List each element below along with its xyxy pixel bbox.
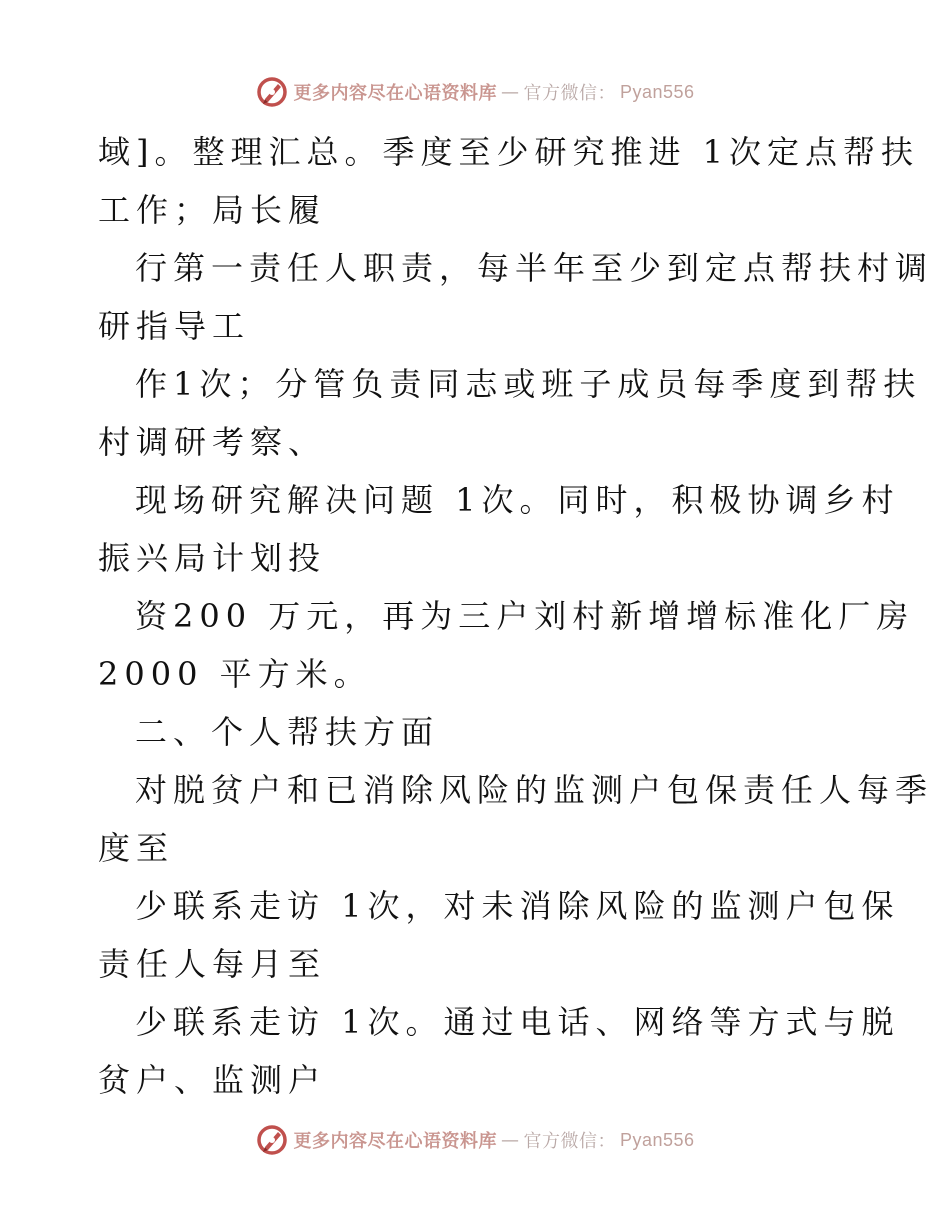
watermark-separator: — [500,81,520,103]
text-line: 2000 平方米。 [98,655,372,693]
text-line: 少联系走访 1次，对未消除风险的监测户包保 [135,887,900,925]
watermark-main-text: 更多内容尽在心语资料库 [293,83,497,104]
text-line: 少联系走访 1次。通过电话、网络等方式与脱 [135,1003,900,1041]
watermark-wechat-id: Pyan556 [619,1129,695,1150]
text-line: 现场研究解决问题 1次。同时，积极协调乡村 [135,481,900,519]
text-line: 振兴局计划投 [98,539,327,577]
watermark-wechat-label: 官方微信： [523,1131,616,1152]
text-line: 工作；局长履 [98,191,327,229]
text-line: 行第一责任人职责，每半年至少到定点帮扶村调 [135,249,934,287]
watermark-separator: — [500,1129,520,1151]
text-line: 贫户、监测户 [98,1061,327,1099]
footer-watermark [0,1120,950,1160]
text-line: 作1次；分管负责同志或班子成员每季度到帮扶 [135,365,922,403]
text-line: 村调研考察、 [98,423,327,461]
text-line: 资200 万元，再为三户刘村新增增标准化厂房 [135,597,915,635]
text-line: 对脱贫户和已消除风险的监测户包保责任人每季 [135,771,934,809]
watermark-wechat-id: Pyan556 [619,81,695,102]
pen-logo-icon [255,75,289,109]
text-line: 责任人每月至 [98,945,327,983]
text-line: 二、个人帮扶方面 [135,713,440,751]
text-line: 度至 [98,829,175,867]
watermark-wechat-label: 官方微信： [523,83,616,104]
document-body [98,123,934,1109]
pen-logo-icon [255,1123,289,1157]
text-line: 域]。整理汇总。季度至少研究推进 1次定点帮扶 [98,133,920,171]
text-line: 研指导工 [98,307,251,345]
watermark-main-text: 更多内容尽在心语资料库 [293,1131,497,1152]
header-watermark [0,72,950,112]
